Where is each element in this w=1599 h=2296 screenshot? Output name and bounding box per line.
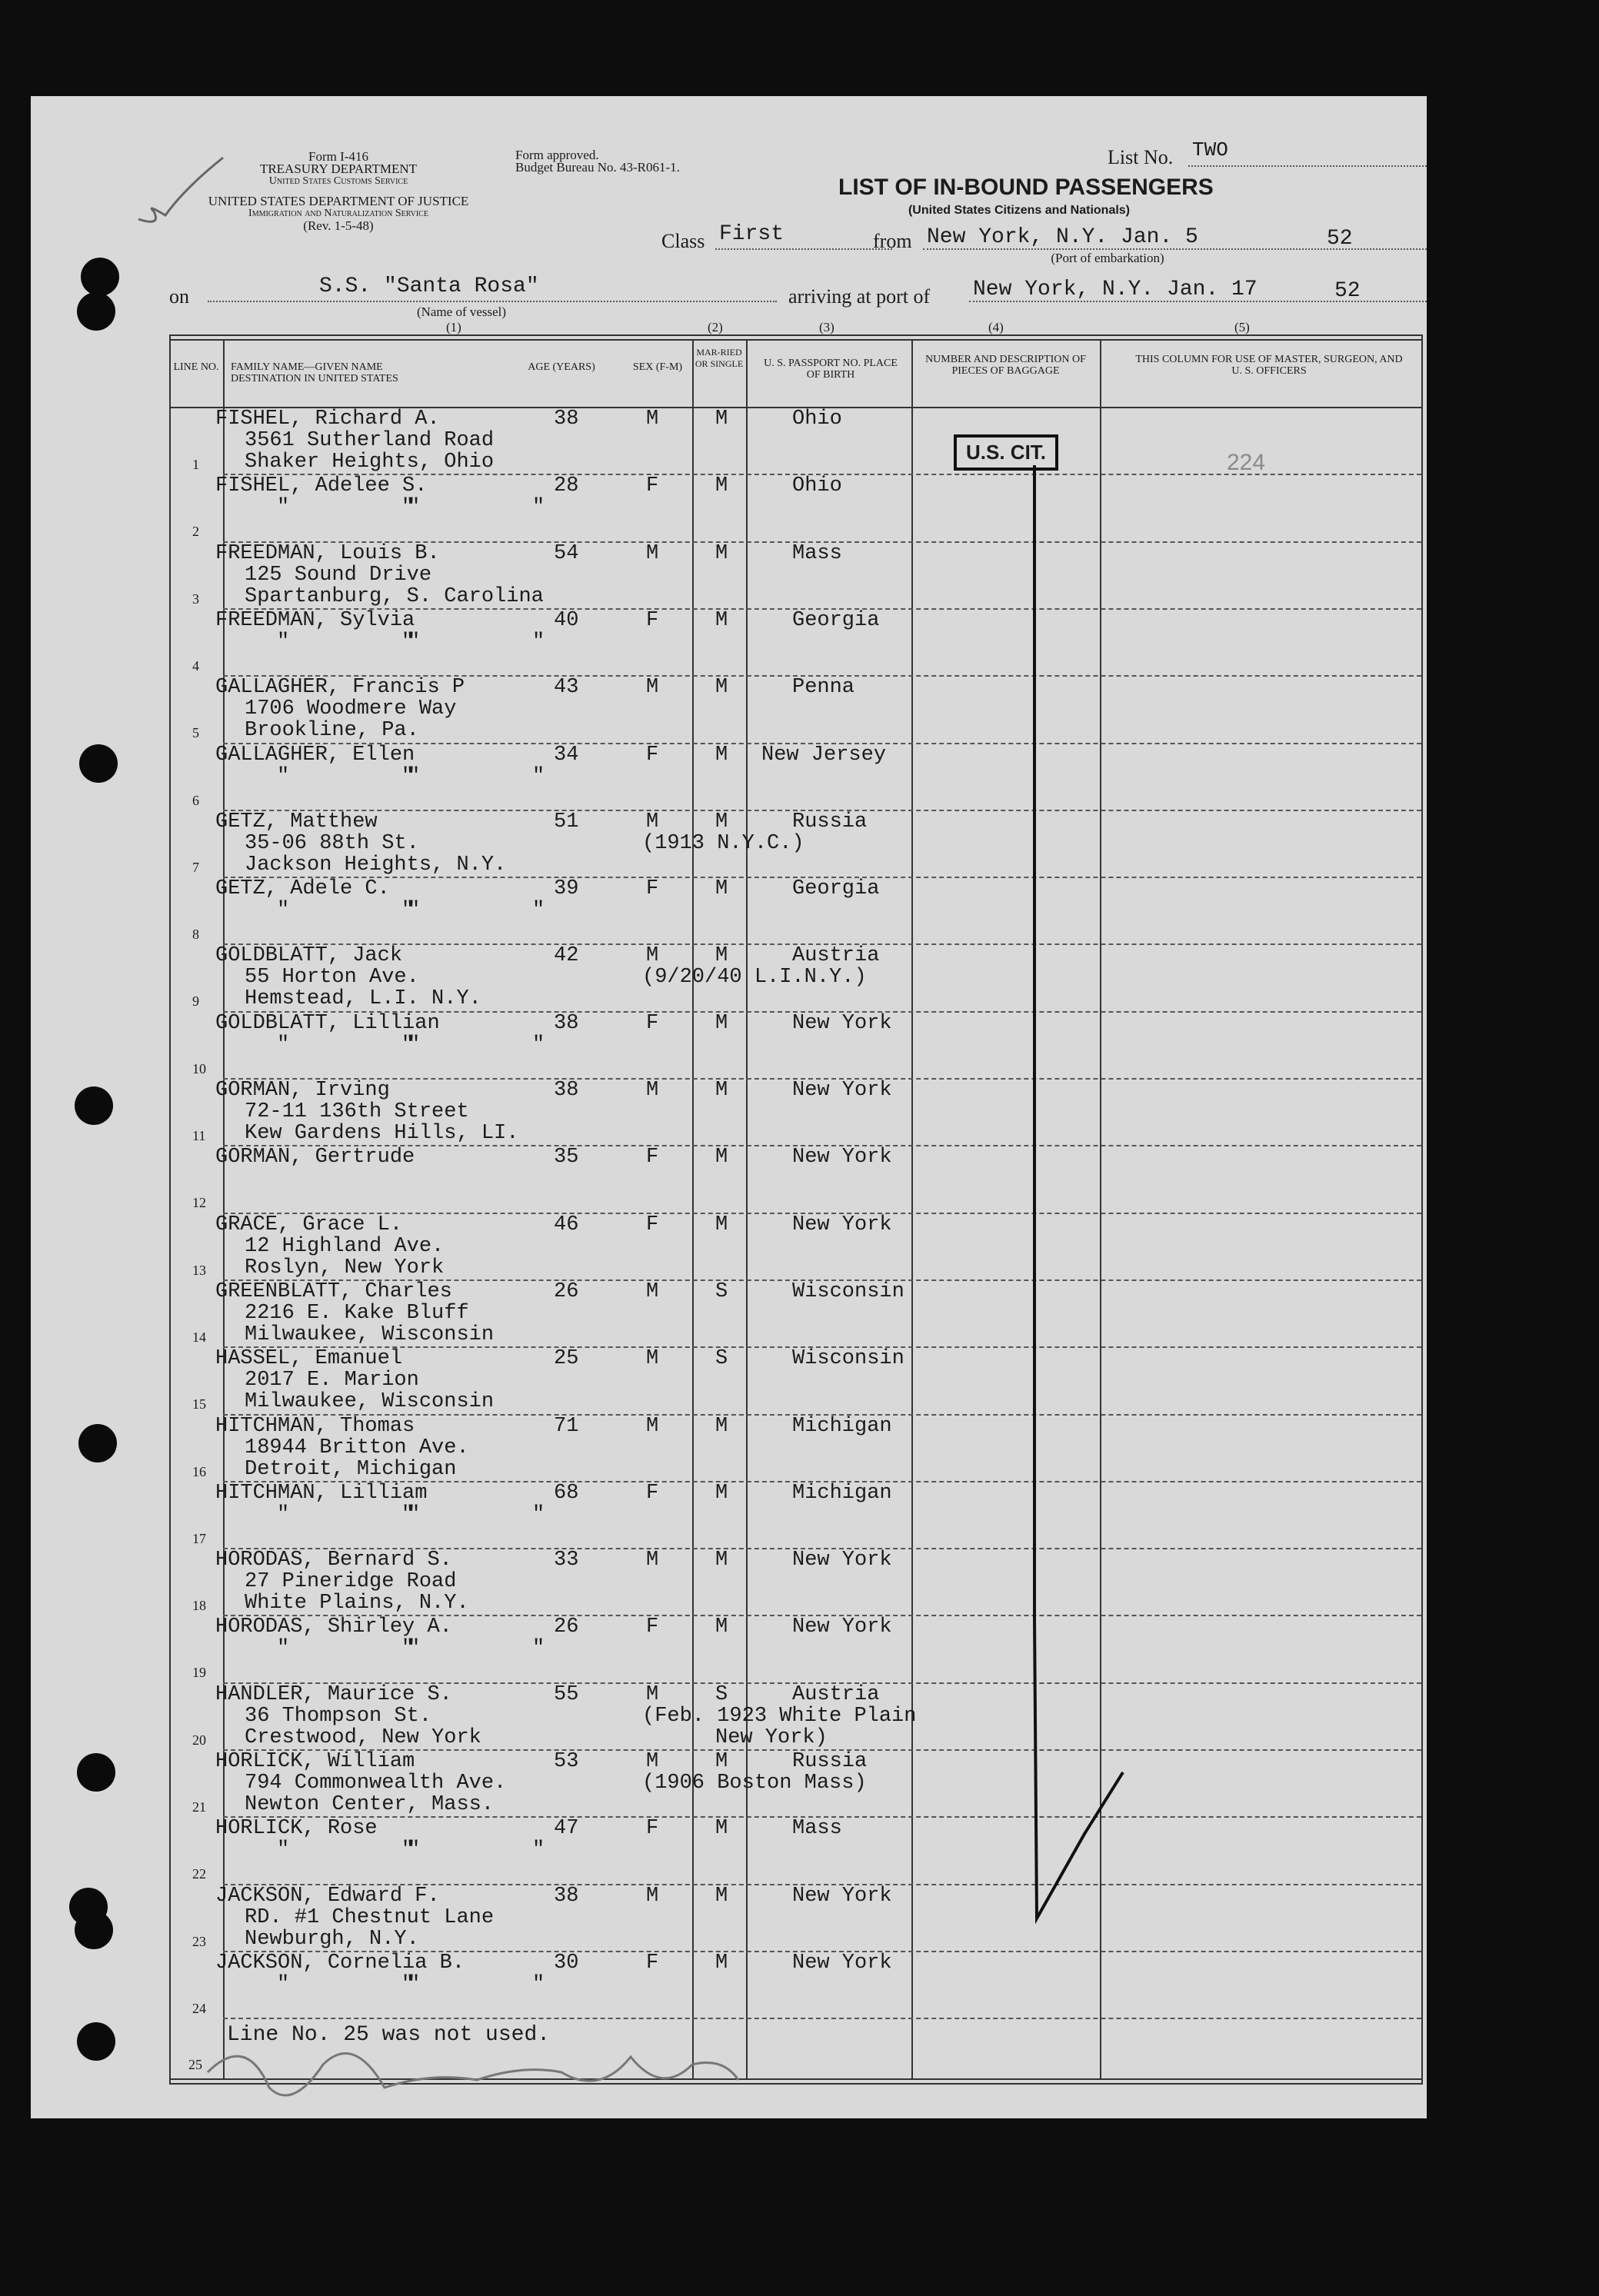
age-value: 71	[554, 1414, 579, 1438]
address-line-1: " "	[277, 1972, 415, 1996]
passenger-name: HASSEL, Emanuel	[215, 1347, 403, 1371]
treasury-dept: TREASURY DEPARTMENT	[259, 161, 418, 176]
naturalization-note-cont: New York)	[715, 1725, 828, 1749]
list-label: List No.	[1108, 146, 1174, 168]
address-line-2: Shaker Heights, Ohio	[245, 451, 495, 474]
marital-status: S	[715, 1347, 728, 1371]
col-header-married: MAR-RIED OR SINGLE	[695, 347, 744, 369]
address-line-1: 2017 E. Marion	[245, 1369, 419, 1393]
ditto-mark: " "	[408, 1033, 545, 1056]
marital-status: M	[715, 810, 728, 834]
passenger-name: GOLDBLATT, Lillian	[215, 1011, 440, 1035]
col-header-age: AGE (YEARS)	[528, 361, 595, 373]
age-value: 34	[554, 743, 579, 767]
place-of-birth: Michigan	[792, 1414, 892, 1438]
address-line-2: Kew Gardens Hills, LI.	[245, 1122, 519, 1145]
passenger-name: GORMAN, Gertrude	[215, 1146, 415, 1170]
marital-status: M	[715, 1079, 728, 1102]
page-subtitle: (United States Citizens and Nationals)	[908, 204, 1131, 217]
age-value: 38	[554, 1011, 579, 1035]
marital-status: S	[715, 1682, 728, 1706]
from-label: from	[873, 230, 912, 252]
address-line-1: " "	[277, 899, 415, 923]
punch-hole	[77, 292, 115, 331]
line-number: 15	[192, 1396, 206, 1413]
age-value: 38	[554, 1079, 579, 1102]
place-of-birth: Georgia	[792, 608, 880, 632]
place-of-birth: New York	[792, 1011, 892, 1035]
passenger-name: JACKSON, Cornelia B.	[215, 1951, 465, 1975]
punch-hole	[77, 2022, 115, 2061]
vessel-name: S.S. "Santa Rosa"	[319, 275, 539, 298]
place-of-birth: New Jersey	[761, 743, 887, 767]
punch-hole	[75, 1086, 113, 1125]
class-value: First	[719, 222, 785, 246]
address-line-2: Detroit, Michigan	[245, 1457, 457, 1481]
address-line-1: " "	[277, 630, 415, 654]
address-line-1: 3561 Sutherland Road	[245, 429, 495, 452]
col-num-5: (5)	[1234, 320, 1250, 334]
line-number: 18	[192, 1598, 206, 1614]
age-value: 33	[554, 1549, 579, 1572]
ditto-mark: " "	[408, 1838, 545, 1862]
address-line-1: " "	[277, 764, 415, 788]
line-number: 16	[192, 1463, 206, 1479]
address-line-1: " "	[277, 1033, 415, 1056]
passenger-name: GRACE, Grace L.	[215, 1213, 403, 1236]
address-line-2: Spartanburg, S. Carolina	[245, 584, 544, 608]
address-line-1: 36 Thompson St.	[245, 1704, 432, 1728]
line-number: 1	[192, 457, 199, 472]
line-number: 10	[192, 1060, 206, 1076]
line-number: 9	[192, 993, 199, 1010]
place-of-birth: Russia	[792, 1750, 868, 1773]
line-number: 21	[192, 1799, 206, 1815]
passenger-name: FREEDMAN, Sylvia	[215, 608, 415, 632]
marital-status: M	[715, 743, 728, 767]
marital-status: M	[715, 1146, 728, 1170]
col-num-2: (2)	[708, 320, 723, 334]
marital-status: M	[715, 877, 728, 901]
baggage-tick-mark	[992, 465, 1131, 1957]
sex-value: M	[646, 1884, 659, 1908]
age-value: 42	[554, 944, 579, 968]
age-value: 55	[554, 1682, 579, 1706]
marital-status: M	[715, 408, 728, 431]
address-line-1: 35-06 88th St.	[245, 831, 419, 855]
marital-status: M	[715, 1750, 728, 1773]
address-line-2: Newburgh, N.Y.	[245, 1927, 419, 1951]
sex-value: M	[646, 1682, 659, 1706]
class-label: Class	[661, 230, 705, 252]
marital-status: M	[715, 1616, 728, 1639]
sex-value: F	[646, 474, 659, 498]
place-of-birth: New York	[792, 1884, 892, 1908]
arrival-year: 52	[1334, 279, 1361, 303]
place-of-birth: Austria	[792, 944, 880, 968]
age-value: 53	[554, 1750, 579, 1773]
line-number: 17	[192, 1530, 206, 1546]
signature-scribble	[200, 2026, 892, 2118]
marital-status: M	[715, 1951, 728, 1975]
passenger-name: JACKSON, Edward F.	[215, 1884, 440, 1908]
sex-value: F	[646, 1481, 659, 1505]
passenger-name: GETZ, Matthew	[215, 810, 378, 834]
marital-status: M	[715, 1549, 728, 1572]
place-of-birth: Mass	[792, 541, 842, 565]
arrival-value: New York, N.Y. Jan. 17	[973, 278, 1258, 301]
customs-service: United States Customs Service	[268, 175, 408, 187]
col-header-line-no: LINE NO.	[173, 361, 219, 373]
age-value: 51	[554, 810, 579, 834]
port-embark-caption: (Port of embarkation)	[1051, 251, 1164, 265]
line-number: 5	[192, 725, 199, 741]
justice-dept: UNITED STATES DEPARTMENT OF JUSTICE	[208, 194, 469, 208]
ditto-mark: " "	[408, 764, 545, 788]
passenger-name: FREEDMAN, Louis B.	[215, 541, 440, 565]
place-of-birth: New York	[792, 1616, 892, 1639]
sex-value: M	[646, 1347, 659, 1371]
age-value: 35	[554, 1146, 579, 1170]
line-number: 23	[192, 1933, 206, 1949]
marital-status: M	[715, 1817, 728, 1841]
col-num-4: (4)	[988, 320, 1004, 334]
col-num-3: (3)	[819, 320, 834, 334]
page-title: LIST OF IN-BOUND PASSENGERS	[838, 175, 1214, 200]
punch-hole	[81, 258, 119, 296]
col-num-1: (1)	[446, 320, 461, 334]
ins: Immigration and Naturalization Service	[248, 208, 428, 219]
marital-status: M	[715, 1213, 728, 1236]
address-line-2: Crestwood, New York	[245, 1725, 481, 1749]
age-value: 46	[554, 1213, 579, 1236]
line-number: 3	[192, 591, 199, 607]
age-value: 40	[554, 608, 579, 632]
address-line-2: Milwaukee, Wisconsin	[245, 1323, 495, 1346]
place-of-birth: Austria	[792, 1682, 880, 1706]
col-header-sex: SEX (F-M)	[632, 361, 683, 373]
row-divider	[223, 2018, 1421, 2019]
place-of-birth: Russia	[792, 810, 868, 834]
age-value: 38	[554, 1884, 579, 1908]
line-number: 13	[192, 1262, 206, 1278]
passenger-name: GORMAN, Irving	[215, 1079, 390, 1102]
col-header-officers: THIS COLUMN FOR USE OF MASTER, SURGEON, AND U. S. OFFICERS	[1135, 354, 1403, 377]
sex-value: F	[646, 743, 659, 767]
punch-hole	[79, 744, 118, 783]
address-line-1: " "	[277, 496, 415, 520]
line-number: 11	[192, 1128, 206, 1143]
punch-hole	[75, 1911, 113, 1949]
col-header-passport: U. S. PASSPORT NO. PLACE OF BIRTH	[764, 358, 898, 381]
line-number: 22	[192, 1866, 206, 1882]
footer-note: Line No. 25 was not used.	[227, 2023, 551, 2047]
line-number: 12	[192, 1195, 206, 1211]
line-number: 7	[192, 859, 199, 875]
age-value: 38	[554, 408, 579, 431]
address-line-1: 12 Highland Ave.	[245, 1234, 445, 1258]
age-value: 26	[554, 1279, 579, 1303]
marital-status: M	[715, 1884, 728, 1908]
marital-status: M	[715, 1481, 728, 1505]
from-value: New York, N.Y. Jan. 5	[927, 225, 1198, 249]
address-line-2: White Plains, N.Y.	[245, 1592, 469, 1616]
sex-value: M	[646, 676, 659, 700]
punch-hole	[78, 1424, 117, 1462]
sex-value: F	[646, 608, 659, 632]
address-line-1: 55 Horton Ave.	[245, 966, 419, 990]
sex-value: M	[646, 1750, 659, 1773]
footer-line-number: 25	[188, 2057, 202, 2072]
sex-value: F	[646, 1011, 659, 1035]
place-of-birth: Ohio	[792, 474, 842, 498]
passenger-name: HANDLER, Maurice S.	[215, 1682, 452, 1706]
vessel-caption: (Name of vessel)	[416, 304, 507, 319]
document-page	[31, 96, 1427, 2118]
place-of-birth: Ohio	[792, 408, 842, 431]
ditto-mark: " "	[408, 630, 545, 654]
address-line-2: Jackson Heights, N.Y.	[245, 853, 507, 877]
marital-status: M	[715, 608, 728, 632]
sex-value: F	[646, 1817, 659, 1841]
address-line-2: Roslyn, New York	[245, 1256, 445, 1279]
passenger-name: HITCHMAN, Lilliam	[215, 1481, 428, 1505]
address-line-2: Brookline, Pa.	[245, 719, 419, 743]
place-of-birth: New York	[792, 1146, 892, 1170]
line-number: 8	[192, 927, 199, 943]
list-number: TWO	[1192, 138, 1228, 161]
place-of-birth: Penna	[792, 676, 855, 700]
officer-note: 224	[1227, 450, 1266, 475]
address-line-1: 27 Pineridge Road	[245, 1570, 457, 1594]
sex-value: F	[646, 1616, 659, 1639]
sex-value: M	[646, 944, 659, 968]
punch-hole	[77, 1753, 115, 1792]
passenger-name: FISHEL, Richard A.	[215, 408, 440, 431]
naturalization-note: (1913 N.Y.C.)	[642, 831, 804, 855]
sex-value: F	[646, 877, 659, 901]
arriving-label: arriving at port of	[788, 285, 931, 308]
ditto-mark: " "	[408, 1502, 545, 1526]
address-line-1: 72-11 136th Street	[245, 1100, 469, 1123]
passenger-name: HORLICK, William	[215, 1750, 415, 1773]
age-value: 54	[554, 541, 579, 565]
line-number: 4	[192, 657, 199, 674]
place-of-birth: Wisconsin	[792, 1347, 904, 1371]
address-line-1: 125 Sound Drive	[245, 563, 432, 587]
passenger-name: GETZ, Adele C.	[215, 877, 390, 901]
passenger-name: HORODAS, Shirley A.	[215, 1616, 452, 1639]
ditto-mark: " "	[408, 1972, 545, 1996]
address-line-1: 794 Commonwealth Ave.	[245, 1772, 507, 1795]
sex-value: M	[646, 1414, 659, 1438]
sex-value: M	[646, 810, 659, 834]
age-value: 25	[554, 1347, 579, 1371]
place-of-birth: Michigan	[792, 1481, 892, 1505]
place-of-birth: New York	[792, 1951, 892, 1975]
line-number: 20	[192, 1732, 206, 1748]
age-value: 47	[554, 1817, 579, 1841]
budget-bureau: Budget Bureau No. 43-R061-1.	[515, 160, 680, 175]
place-of-birth: Mass	[792, 1817, 842, 1841]
passenger-name: GALLAGHER, Francis P	[215, 676, 465, 700]
form-number: Form I-416	[308, 149, 368, 164]
marital-status: M	[715, 1011, 728, 1035]
marital-status: M	[715, 944, 728, 968]
col-header-baggage: NUMBER AND DESCRIPTION OF PIECES OF BAGGAGE	[925, 354, 1086, 377]
on-label: on	[169, 285, 189, 308]
sex-value: F	[646, 1146, 659, 1170]
passenger-name: GOLDBLATT, Jack	[215, 944, 403, 968]
sex-value: M	[646, 408, 659, 431]
naturalization-note: (Feb. 1923 White Plain	[642, 1704, 917, 1728]
place-of-birth: Georgia	[792, 877, 880, 901]
place-of-birth: New York	[792, 1549, 892, 1572]
sex-value: F	[646, 1213, 659, 1236]
us-citizen-stamp: U.S. CIT.	[954, 434, 1058, 471]
form-approved: Form approved.	[515, 148, 599, 162]
age-value: 39	[554, 877, 579, 901]
age-value: 26	[554, 1616, 579, 1639]
line-number: 2	[192, 524, 199, 540]
sex-value: M	[646, 541, 659, 565]
marital-status: S	[715, 1279, 728, 1303]
naturalization-note: (9/20/40 L.I.N.Y.)	[642, 966, 867, 990]
line-number: 19	[192, 1665, 206, 1681]
address-line-1: 2216 E. Kake Bluff	[245, 1301, 469, 1325]
passenger-name: HITCHMAN, Thomas	[215, 1414, 415, 1438]
place-of-birth: New York	[792, 1213, 892, 1236]
place-of-birth: Wisconsin	[792, 1279, 904, 1303]
ditto-mark: " "	[408, 1637, 545, 1661]
passenger-name: GALLAGHER, Ellen	[215, 743, 415, 767]
ditto-mark: " "	[408, 496, 545, 520]
age-value: 68	[554, 1481, 579, 1505]
address-line-1: " "	[277, 1637, 415, 1661]
marital-status: M	[715, 1414, 728, 1438]
age-value: 30	[554, 1951, 579, 1975]
address-line-1: " "	[277, 1838, 415, 1862]
sex-value: M	[646, 1079, 659, 1102]
col-header-name: FAMILY NAME—GIVEN NAME DESTINATION IN UNITED STATES	[231, 361, 398, 384]
line-number: 24	[192, 2000, 206, 2016]
line-number: 6	[192, 792, 199, 808]
sex-value: M	[646, 1279, 659, 1303]
revision: (Rev. 1-5-48)	[303, 218, 374, 233]
passenger-name: HORODAS, Bernard S.	[215, 1549, 452, 1572]
line-number: 14	[192, 1329, 206, 1345]
margin-pencil-mark	[131, 142, 246, 235]
address-line-2: Milwaukee, Wisconsin	[245, 1390, 495, 1414]
sex-value: M	[646, 1549, 659, 1572]
marital-status: M	[715, 676, 728, 700]
place-of-birth: New York	[792, 1079, 892, 1102]
age-value: 28	[554, 474, 579, 498]
naturalization-note: (1906 Boston Mass)	[642, 1772, 867, 1795]
address-line-1: RD. #1 Chestnut Lane	[245, 1905, 495, 1929]
address-line-1: " "	[277, 1502, 415, 1526]
passenger-name: GREENBLATT, Charles	[215, 1279, 452, 1303]
passenger-name: HORLICK, Rose	[215, 1817, 378, 1841]
marital-status: M	[715, 541, 728, 565]
marital-status: M	[715, 474, 728, 498]
sex-value: F	[646, 1951, 659, 1975]
passenger-name: FISHEL, Adelee S.	[215, 474, 428, 498]
address-line-1: 18944 Britton Ave.	[245, 1436, 469, 1459]
address-line-2: Hemstead, L.I. N.Y.	[245, 987, 481, 1011]
address-line-1: 1706 Woodmere Way	[245, 697, 457, 721]
address-line-2: Newton Center, Mass.	[245, 1793, 495, 1816]
age-value: 43	[554, 676, 579, 700]
from-year: 52	[1327, 227, 1353, 251]
ditto-mark: " "	[408, 899, 545, 923]
